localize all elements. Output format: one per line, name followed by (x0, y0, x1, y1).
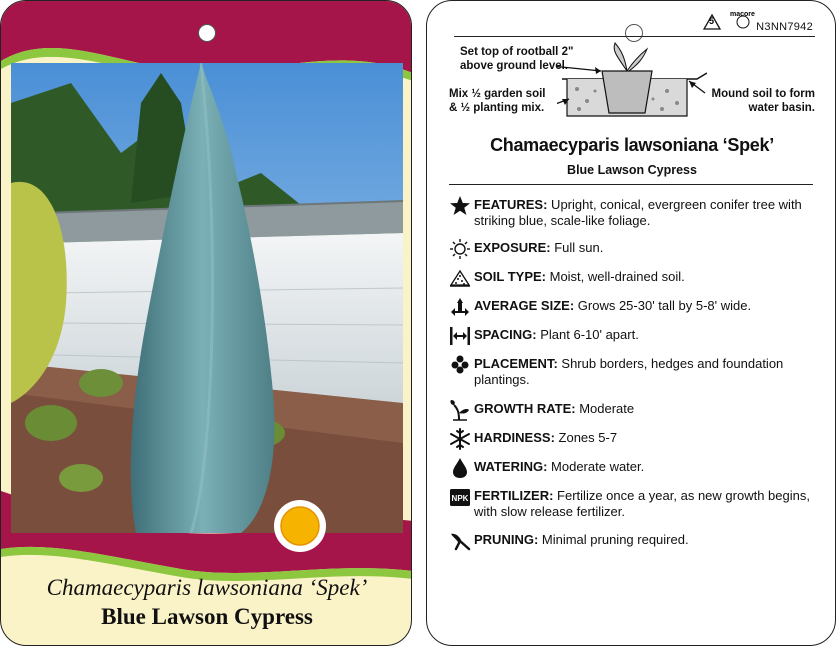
sun-icon (449, 238, 471, 260)
placement-icon (449, 354, 471, 376)
back-tag (426, 0, 836, 646)
attribute-exposure: EXPOSURE: Full sun. (449, 240, 819, 260)
front-tag (0, 0, 412, 646)
pruner-icon (449, 530, 471, 552)
product-code: N3NN7942 (756, 21, 813, 33)
soil-mix-note: Mix ½ garden soil & ½ planting mix. (449, 88, 546, 114)
npk-icon (449, 486, 471, 508)
growth-icon (449, 399, 471, 421)
attribute-fertilizer: NPK FERTILIZER: Fertilize once a year, as new growth begins, with slow release fertilizer. (449, 488, 819, 520)
hang-hole (198, 24, 216, 42)
divider (449, 184, 813, 185)
snowflake-icon (449, 428, 471, 450)
attribute-pruning: PRUNING: Minimal pruning required. (449, 532, 819, 552)
plant-photo (11, 63, 403, 533)
recycle-number: 5 (709, 16, 715, 26)
planting-diagram (557, 41, 707, 121)
spacing-icon (449, 325, 471, 347)
attribute-features: FEATURES: Upright, conical, evergreen conifer tree with striking blue, scale-like foliage. (449, 197, 819, 229)
attribute-placement: PLACEMENT: Shrub borders, hedges and foundation plantings. (449, 356, 819, 388)
attribute-soil-type: SOIL TYPE: Moist, well-drained soil. (449, 269, 819, 289)
hang-hole (625, 24, 643, 42)
attribute-spacing: SPACING: Plant 6-10' apart. (449, 327, 819, 347)
back-scientific-name: Chamaecyparis lawsoniana ‘Spek’ (490, 135, 774, 155)
attribute-average-size: AVERAGE SIZE: Grows 25-30' tall by 5-8' wide. (449, 298, 819, 318)
svg-text:NPK: NPK (451, 494, 469, 503)
size-icon (449, 296, 471, 318)
front-scientific-name: Chamaecyparis lawsoniana ‘Spek’ (46, 575, 368, 600)
star-icon (449, 195, 471, 217)
back-common-name: Blue Lawson Cypress (567, 163, 697, 177)
attribute-watering: WATERING: Moderate water. (449, 459, 819, 479)
attribute-growth-rate: GROWTH RATE: Moderate (449, 401, 819, 421)
attribute-hardiness: HARDINESS: Zones 5-7 (449, 430, 819, 450)
water-drop-icon (449, 457, 471, 479)
mound-note: Mound soil to form water basin. (711, 88, 815, 114)
full-sun-icon (273, 499, 327, 553)
rootball-note: Set top of rootball 2" above ground level. (460, 46, 574, 72)
front-common-name: Blue Lawson Cypress (101, 604, 313, 629)
soil-icon (449, 267, 471, 289)
divider (454, 36, 815, 37)
recycle-brand: macore (730, 11, 755, 18)
